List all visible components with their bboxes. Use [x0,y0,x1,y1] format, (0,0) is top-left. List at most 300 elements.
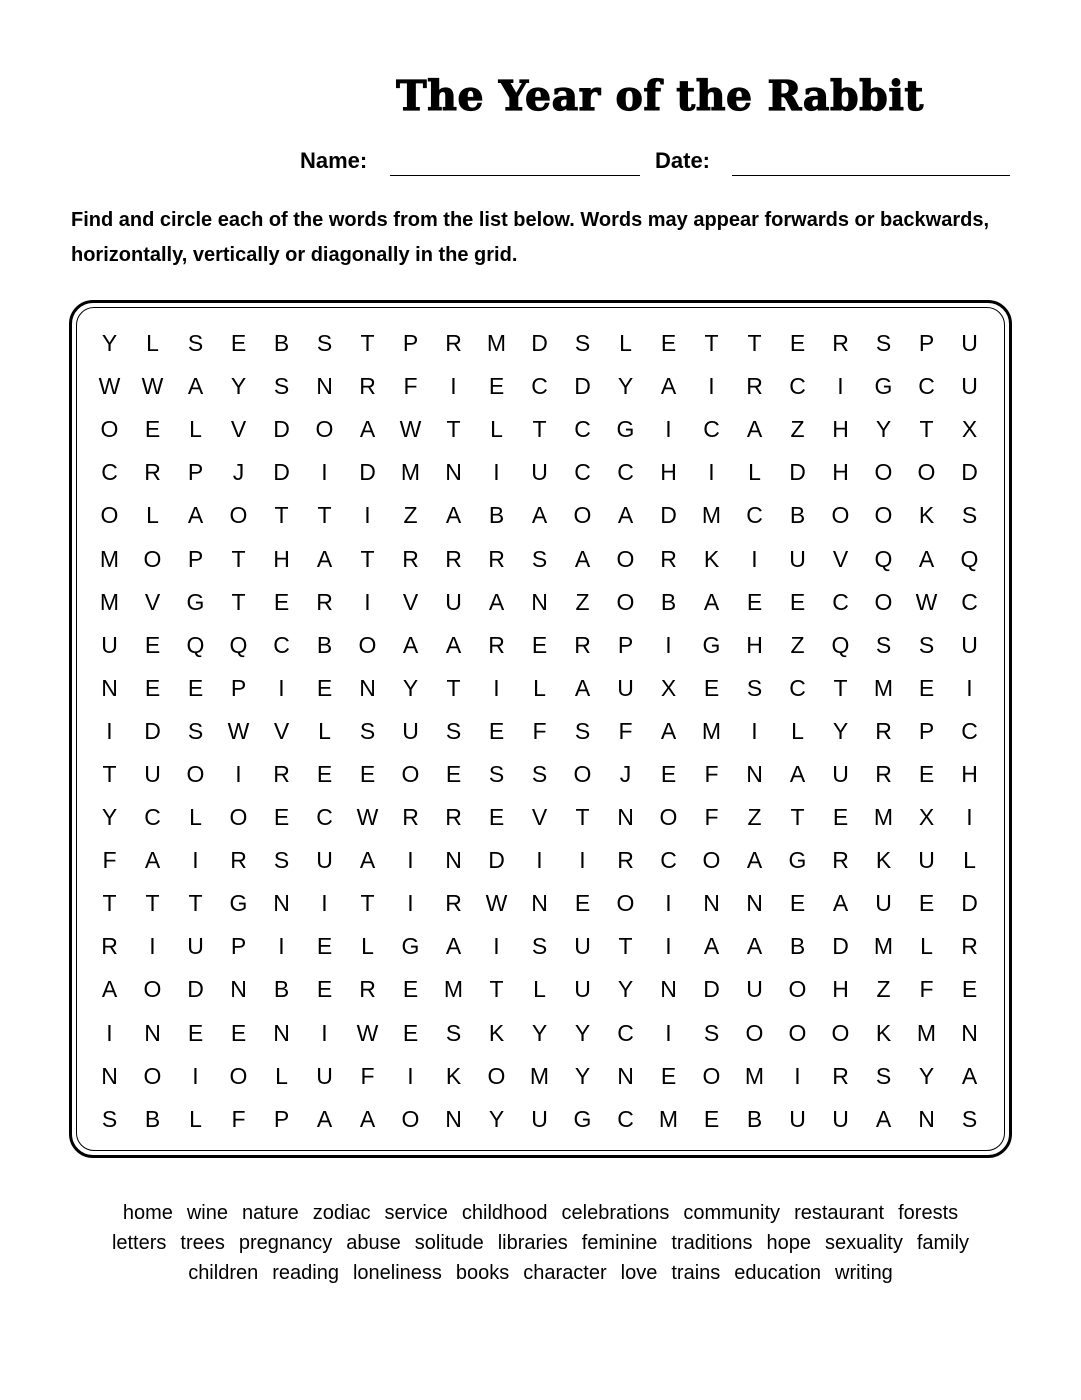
grid-letter[interactable]: C [660,847,677,874]
grid-letter[interactable]: O [874,588,893,615]
grid-letter[interactable]: V [832,545,849,572]
grid-letter[interactable]: D [574,373,591,400]
grid-letter[interactable]: D [144,717,161,744]
grid-letter[interactable]: N [617,1062,634,1089]
grid-letter[interactable]: W [98,373,121,400]
grid-letter[interactable]: V [273,717,290,744]
grid-letter[interactable]: S [746,674,763,701]
grid-letter[interactable]: E [660,760,677,787]
grid-letter[interactable]: O [702,1062,721,1089]
grid-letter[interactable]: T [575,804,590,831]
grid-letter[interactable]: L [146,502,159,529]
grid-letter[interactable]: S [961,502,978,529]
grid-letter[interactable]: R [875,717,892,744]
grid-letter[interactable]: R [359,976,376,1003]
grid-letter[interactable]: I [493,933,500,960]
grid-letter[interactable]: D [961,890,978,917]
grid-letter[interactable]: Y [402,674,419,701]
grid-letter[interactable]: O [874,459,893,486]
grid-letter[interactable]: O [229,1062,248,1089]
grid-letter[interactable]: A [316,1105,333,1132]
grid-letter[interactable]: E [230,330,247,357]
grid-letter[interactable]: I [837,373,844,400]
grid-letter[interactable]: U [531,1105,548,1132]
date-field[interactable] [732,175,1010,176]
grid-letter[interactable]: I [235,760,242,787]
grid-letter[interactable]: Z [403,502,418,529]
grid-letter[interactable]: O [358,631,377,658]
grid-letter[interactable]: I [149,933,156,960]
grid-letter[interactable]: A [574,545,591,572]
grid-letter[interactable]: E [273,804,290,831]
grid-letter[interactable]: M [99,545,120,572]
grid-letter[interactable]: I [665,1019,672,1046]
grid-letter[interactable]: P [918,717,935,744]
grid-letter[interactable]: E [574,890,591,917]
grid-letter[interactable]: U [961,330,978,357]
grid-letter[interactable]: G [702,631,721,658]
grid-letter[interactable]: C [918,373,935,400]
grid-letter[interactable]: W [141,373,164,400]
grid-letter[interactable]: Q [831,631,850,658]
grid-letter[interactable]: N [445,1105,462,1132]
grid-letter[interactable]: A [445,933,462,960]
grid-letter[interactable]: A [918,545,935,572]
grid-letter[interactable]: I [665,890,672,917]
grid-letter[interactable]: T [704,330,719,357]
grid-letter[interactable]: U [144,760,161,787]
grid-letter[interactable]: I [536,847,543,874]
grid-letter[interactable]: A [617,502,634,529]
grid-letter[interactable]: E [488,717,505,744]
grid-letter[interactable]: Y [574,1019,591,1046]
grid-letter[interactable]: T [102,890,117,917]
grid-letter[interactable]: E [316,674,333,701]
grid-letter[interactable]: I [751,717,758,744]
grid-letter[interactable]: D [660,502,677,529]
grid-letter[interactable]: S [875,631,892,658]
grid-letter[interactable]: D [703,976,720,1003]
grid-letter[interactable]: M [701,502,722,529]
grid-letter[interactable]: T [102,760,117,787]
grid-letter[interactable]: T [360,330,375,357]
grid-letter[interactable]: M [99,588,120,615]
grid-letter[interactable]: J [232,459,245,486]
grid-letter[interactable]: P [187,459,204,486]
grid-letter[interactable]: O [143,1062,162,1089]
grid-letter[interactable]: E [316,933,333,960]
grid-letter[interactable]: E [703,1105,720,1132]
grid-letter[interactable]: M [873,804,894,831]
grid-letter[interactable]: N [703,890,720,917]
grid-letter[interactable]: C [574,416,591,443]
grid-letter[interactable]: M [486,330,507,357]
grid-letter[interactable]: T [446,416,461,443]
grid-letter[interactable]: I [278,674,285,701]
grid-letter[interactable]: N [918,1105,935,1132]
grid-letter[interactable]: E [918,760,935,787]
grid-letter[interactable]: S [445,1019,462,1046]
grid-letter[interactable]: E [316,760,333,787]
grid-letter[interactable]: I [794,1062,801,1089]
grid-letter[interactable]: O [143,976,162,1003]
grid-letter[interactable]: R [316,588,333,615]
grid-letter[interactable]: A [703,933,720,960]
grid-letter[interactable]: R [617,847,634,874]
grid-letter[interactable]: I [321,459,328,486]
grid-letter[interactable]: I [407,890,414,917]
grid-letter[interactable]: I [106,1019,113,1046]
grid-letter[interactable]: F [231,1105,246,1132]
grid-letter[interactable]: S [703,1019,720,1046]
grid-letter[interactable]: W [485,890,508,917]
grid-letter[interactable]: P [402,330,419,357]
grid-letter[interactable]: H [832,416,849,443]
grid-letter[interactable]: I [665,416,672,443]
grid-letter[interactable]: N [101,1062,118,1089]
grid-letter[interactable]: A [789,760,806,787]
grid-letter[interactable]: E [402,976,419,1003]
grid-letter[interactable]: Q [960,545,979,572]
grid-letter[interactable]: I [364,588,371,615]
grid-letter[interactable]: S [918,631,935,658]
grid-letter[interactable]: C [961,588,978,615]
grid-letter[interactable]: H [832,976,849,1003]
grid-letter[interactable]: M [529,1062,550,1089]
grid-letter[interactable]: E [918,890,935,917]
grid-letter[interactable]: R [273,760,290,787]
grid-letter[interactable]: Y [101,804,118,831]
grid-letter[interactable]: I [493,674,500,701]
grid-letter[interactable]: S [273,847,290,874]
grid-letter[interactable]: A [574,674,591,701]
grid-letter[interactable]: S [101,1105,118,1132]
grid-letter[interactable]: F [618,717,633,744]
grid-letter[interactable]: P [273,1105,290,1132]
grid-letter[interactable]: U [875,890,892,917]
grid-letter[interactable]: I [192,847,199,874]
grid-letter[interactable]: L [791,717,804,744]
grid-letter[interactable]: O [745,1019,764,1046]
grid-letter[interactable]: G [874,373,893,400]
grid-letter[interactable]: B [488,502,505,529]
grid-letter[interactable]: K [488,1019,505,1046]
grid-letter[interactable]: I [665,933,672,960]
grid-letter[interactable]: I [966,804,973,831]
grid-letter[interactable]: C [617,459,634,486]
grid-letter[interactable]: E [832,804,849,831]
grid-letter[interactable]: R [144,459,161,486]
grid-letter[interactable]: R [488,631,505,658]
grid-letter[interactable]: A [703,588,720,615]
grid-letter[interactable]: D [832,933,849,960]
grid-letter[interactable]: O [788,976,807,1003]
grid-letter[interactable]: T [489,976,504,1003]
grid-letter[interactable]: R [875,760,892,787]
grid-letter[interactable]: W [356,804,379,831]
grid-letter[interactable]: P [230,674,247,701]
grid-letter[interactable]: F [532,717,547,744]
grid-letter[interactable]: N [746,760,763,787]
grid-letter[interactable]: I [966,674,973,701]
grid-letter[interactable]: H [961,760,978,787]
grid-letter[interactable]: N [445,459,462,486]
grid-letter[interactable]: C [617,1019,634,1046]
grid-letter[interactable]: U [101,631,118,658]
grid-letter[interactable]: S [273,373,290,400]
grid-letter[interactable]: D [187,976,204,1003]
grid-letter[interactable]: I [665,631,672,658]
grid-letter[interactable]: E [961,976,978,1003]
grid-letter[interactable]: T [790,804,805,831]
grid-letter[interactable]: R [574,631,591,658]
grid-letter[interactable]: I [192,1062,199,1089]
grid-letter[interactable]: O [100,502,119,529]
grid-letter[interactable]: O [831,502,850,529]
grid-letter[interactable]: R [832,1062,849,1089]
grid-letter[interactable]: Q [229,631,248,658]
grid-letter[interactable]: Y [617,976,634,1003]
grid-letter[interactable]: S [187,330,204,357]
grid-letter[interactable]: C [101,459,118,486]
grid-letter[interactable]: A [101,976,118,1003]
grid-letter[interactable]: L [920,933,933,960]
grid-letter[interactable]: U [531,459,548,486]
grid-letter[interactable]: A [746,416,763,443]
grid-letter[interactable]: O [229,804,248,831]
grid-letter[interactable]: C [531,373,548,400]
grid-letter[interactable]: D [273,416,290,443]
grid-letter[interactable]: B [789,502,806,529]
grid-letter[interactable]: A [316,545,333,572]
grid-letter[interactable]: Q [186,631,205,658]
grid-letter[interactable]: R [445,330,462,357]
grid-letter[interactable]: Z [790,631,805,658]
grid-letter[interactable]: T [317,502,332,529]
grid-letter[interactable]: S [875,1062,892,1089]
grid-letter[interactable]: U [789,1105,806,1132]
grid-letter[interactable]: Y [574,1062,591,1089]
grid-letter[interactable]: G [573,1105,592,1132]
grid-letter[interactable]: I [579,847,586,874]
grid-letter[interactable]: N [144,1019,161,1046]
grid-letter[interactable]: E [789,890,806,917]
grid-letter[interactable]: L [963,847,976,874]
grid-letter[interactable]: G [229,890,248,917]
grid-letter[interactable]: M [443,976,464,1003]
grid-letter[interactable]: S [961,1105,978,1132]
grid-letter[interactable]: O [874,502,893,529]
grid-letter[interactable]: R [402,545,419,572]
grid-letter[interactable]: W [399,416,422,443]
grid-letter[interactable]: A [187,373,204,400]
grid-letter[interactable]: O [917,459,936,486]
grid-letter[interactable]: E [746,588,763,615]
grid-letter[interactable]: Z [790,416,805,443]
grid-letter[interactable]: T [360,890,375,917]
grid-letter[interactable]: T [360,545,375,572]
grid-letter[interactable]: E [789,588,806,615]
grid-letter[interactable]: N [961,1019,978,1046]
grid-letter[interactable]: F [704,760,719,787]
grid-letter[interactable]: L [748,459,761,486]
grid-letter[interactable]: A [445,502,462,529]
grid-letter[interactable]: O [831,1019,850,1046]
grid-letter[interactable]: L [619,330,632,357]
grid-letter[interactable]: E [445,760,462,787]
grid-letter[interactable]: A [660,717,677,744]
grid-letter[interactable]: B [273,976,290,1003]
grid-letter[interactable]: P [918,330,935,357]
grid-letter[interactable]: L [189,416,202,443]
grid-letter[interactable]: L [533,976,546,1003]
grid-letter[interactable]: N [359,674,376,701]
grid-letter[interactable]: F [360,1062,375,1089]
grid-letter[interactable]: Z [575,588,590,615]
grid-letter[interactable]: S [574,330,591,357]
grid-letter[interactable]: F [919,976,934,1003]
grid-letter[interactable]: F [403,373,418,400]
grid-letter[interactable]: U [445,588,462,615]
grid-letter[interactable]: E [918,674,935,701]
grid-letter[interactable]: H [273,545,290,572]
grid-letter[interactable]: V [230,416,247,443]
grid-letter[interactable]: Y [875,416,892,443]
grid-letter[interactable]: I [708,459,715,486]
grid-letter[interactable]: B [144,1105,161,1132]
grid-letter[interactable]: L [275,1062,288,1089]
grid-letter[interactable]: L [318,717,331,744]
grid-letter[interactable]: Z [747,804,762,831]
grid-letter[interactable]: E [144,631,161,658]
grid-letter[interactable]: L [490,416,503,443]
grid-letter[interactable]: M [658,1105,679,1132]
grid-letter[interactable]: L [189,1105,202,1132]
grid-letter[interactable]: A [445,631,462,658]
grid-letter[interactable]: U [832,1105,849,1132]
grid-letter[interactable]: O [573,502,592,529]
grid-letter[interactable]: G [616,416,635,443]
grid-letter[interactable]: N [101,674,118,701]
grid-letter[interactable]: A [187,502,204,529]
grid-letter[interactable]: T [747,330,762,357]
grid-letter[interactable]: P [617,631,634,658]
grid-letter[interactable]: S [875,330,892,357]
grid-letter[interactable]: T [833,674,848,701]
grid-letter[interactable]: O [143,545,162,572]
grid-letter[interactable]: R [832,847,849,874]
grid-letter[interactable]: Y [617,373,634,400]
grid-letter[interactable]: N [230,976,247,1003]
grid-letter[interactable]: O [573,760,592,787]
grid-letter[interactable]: U [746,976,763,1003]
grid-letter[interactable]: A [746,847,763,874]
grid-letter[interactable]: N [617,804,634,831]
grid-letter[interactable]: C [703,416,720,443]
grid-letter[interactable]: A [488,588,505,615]
grid-letter[interactable]: T [188,890,203,917]
grid-letter[interactable]: M [701,717,722,744]
grid-letter[interactable]: S [531,545,548,572]
grid-letter[interactable]: E [144,416,161,443]
grid-letter[interactable]: L [189,804,202,831]
grid-letter[interactable]: X [918,804,935,831]
grid-letter[interactable]: O [229,502,248,529]
grid-letter[interactable]: D [531,330,548,357]
grid-letter[interactable]: E [144,674,161,701]
grid-letter[interactable]: N [445,847,462,874]
grid-letter[interactable]: I [106,717,113,744]
grid-letter[interactable]: A [961,1062,978,1089]
grid-letter[interactable]: S [316,330,333,357]
grid-letter[interactable]: Z [876,976,891,1003]
grid-letter[interactable]: Y [101,330,118,357]
grid-letter[interactable]: L [146,330,159,357]
grid-letter[interactable]: N [746,890,763,917]
grid-letter[interactable]: V [144,588,161,615]
grid-letter[interactable]: U [316,847,333,874]
grid-letter[interactable]: A [402,631,419,658]
grid-letter[interactable]: A [359,847,376,874]
grid-letter[interactable]: P [187,545,204,572]
grid-letter[interactable]: C [617,1105,634,1132]
grid-letter[interactable]: O [616,890,635,917]
grid-letter[interactable]: S [187,717,204,744]
grid-letter[interactable]: R [746,373,763,400]
grid-letter[interactable]: E [273,588,290,615]
grid-letter[interactable]: A [144,847,161,874]
grid-letter[interactable]: R [402,804,419,831]
grid-letter[interactable]: C [789,674,806,701]
grid-letter[interactable]: E [488,804,505,831]
grid-letter[interactable]: S [531,760,548,787]
grid-letter[interactable]: E [488,373,505,400]
grid-letter[interactable]: N [273,890,290,917]
grid-letter[interactable]: N [660,976,677,1003]
grid-letter[interactable]: U [961,631,978,658]
grid-letter[interactable]: D [488,847,505,874]
grid-letter[interactable]: O [401,760,420,787]
grid-letter[interactable]: R [832,330,849,357]
grid-letter[interactable]: K [918,502,935,529]
grid-letter[interactable]: E [230,1019,247,1046]
grid-letter[interactable]: T [446,674,461,701]
grid-letter[interactable]: Q [874,545,893,572]
grid-letter[interactable]: W [227,717,250,744]
grid-letter[interactable]: U [574,933,591,960]
grid-letter[interactable]: I [321,890,328,917]
grid-letter[interactable]: Y [531,1019,548,1046]
grid-letter[interactable]: D [789,459,806,486]
grid-letter[interactable]: R [660,545,677,572]
grid-letter[interactable]: S [488,760,505,787]
grid-letter[interactable]: O [315,416,334,443]
grid-letter[interactable]: R [488,545,505,572]
grid-letter[interactable]: I [407,847,414,874]
grid-letter[interactable]: F [704,804,719,831]
grid-letter[interactable]: O [659,804,678,831]
grid-letter[interactable]: X [961,416,978,443]
grid-letter[interactable]: H [832,459,849,486]
grid-letter[interactable]: U [316,1062,333,1089]
grid-letter[interactable]: C [316,804,333,831]
grid-letter[interactable]: D [359,459,376,486]
grid-letter[interactable]: U [832,760,849,787]
grid-letter[interactable]: F [102,847,117,874]
grid-letter[interactable]: O [616,588,635,615]
grid-letter[interactable]: I [321,1019,328,1046]
grid-letter[interactable]: A [359,1105,376,1132]
